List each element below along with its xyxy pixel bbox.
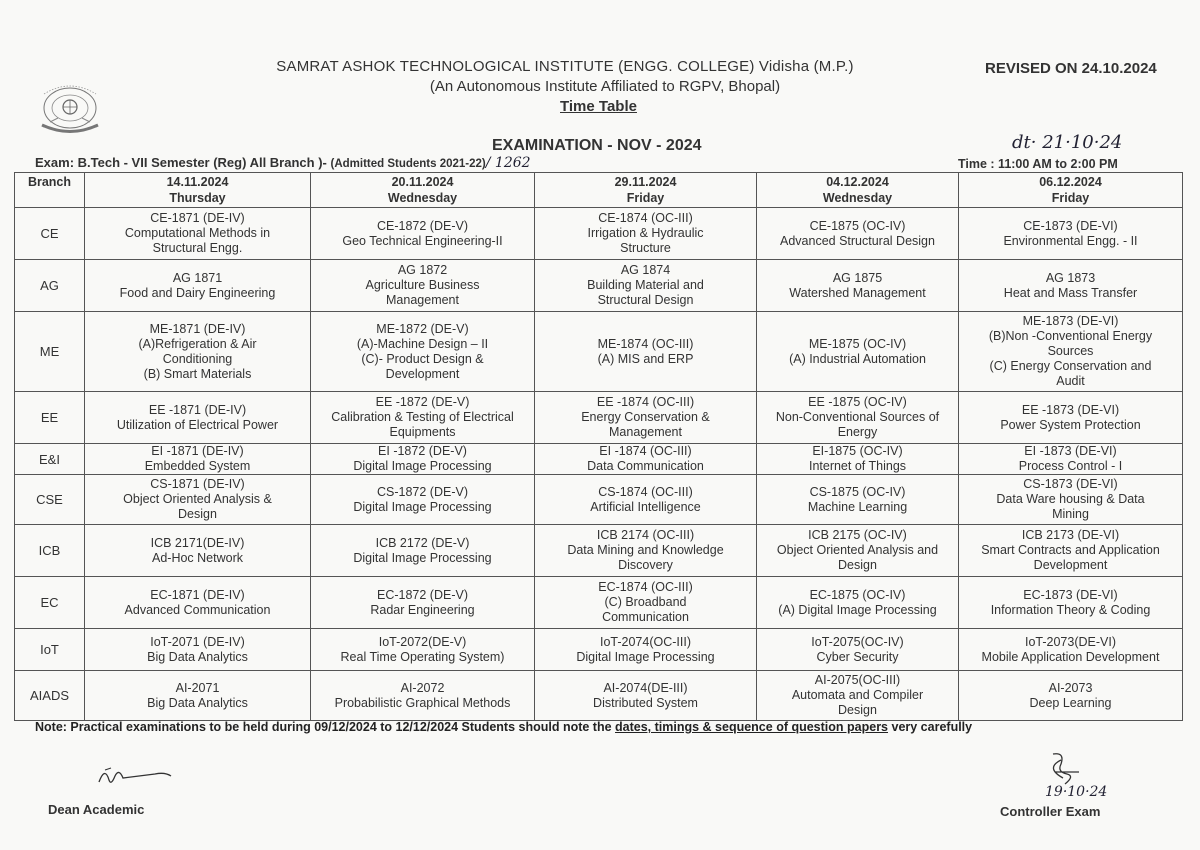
subject-name: Process Control - I: [1018, 459, 1123, 473]
subject-name: Power System Protection: [1000, 417, 1141, 432]
subject-name: Digital Image Processing: [353, 499, 492, 514]
subject-code: CS-1871 (DE-IV): [150, 477, 245, 491]
branch-header: Branch: [15, 173, 85, 208]
subject-name: Real Time Operating System): [340, 649, 505, 664]
branch-cell: AG: [15, 260, 85, 312]
subject-cell: [85, 525, 311, 577]
subject-code: CS-1873 (DE-VI): [1023, 477, 1118, 491]
table-row: [15, 260, 1183, 312]
subject-cell: [959, 629, 1183, 671]
subject-name: Calibration & Testing of Electrical: [331, 410, 514, 424]
handwritten-date: dt· 21·10·24: [1012, 132, 1123, 153]
subject-name: (C) Energy Conservation and: [989, 359, 1152, 373]
table-row: [15, 629, 1183, 671]
table-row: [15, 475, 1183, 525]
subject-code: IoT-2071 (DE-IV): [150, 634, 245, 649]
subject-cell: [959, 475, 1183, 525]
subject-cell: [85, 671, 311, 721]
date-col-header: 29.11.2024 Friday: [535, 173, 757, 208]
controller-exam: Controller Exam: [1000, 804, 1101, 819]
subject-cell: [311, 208, 535, 260]
subject-cell: [757, 671, 959, 721]
subject-code: ICB 2175 (OC-IV): [808, 528, 907, 542]
subject-code: AI-2075(OC-III): [814, 673, 901, 687]
subject-cell: [535, 208, 757, 260]
branch-cell: EE: [15, 392, 85, 444]
dean-signature: [95, 762, 175, 797]
subject-name: Advanced Communication: [124, 602, 271, 617]
subject-name: Utilization of Electrical Power: [116, 417, 279, 432]
subject-cell: [959, 671, 1183, 721]
subject-name: Object Oriented Analysis &: [123, 492, 272, 506]
subject-cell: [311, 525, 535, 577]
subject-name: Agriculture Business: [365, 278, 480, 292]
subject-name: Geo Technical Engineering-II: [342, 233, 503, 248]
admitted-students: (Admitted Students 2021-22): [330, 158, 486, 170]
subject-cell: [311, 260, 535, 312]
table-row: [15, 208, 1183, 260]
subject-cell: [85, 312, 311, 392]
branch-cell: IoT: [15, 629, 85, 671]
subject-name: Discovery: [618, 558, 673, 572]
subject-cell: [535, 392, 757, 444]
subject-name: Structural Engg.: [152, 241, 243, 255]
subject-code: AI-2074(DE-III): [603, 680, 688, 695]
subject-name: Data Communication: [587, 459, 704, 473]
subject-cell: [311, 444, 535, 475]
subject-code: EE -1874 (OC-III): [596, 395, 695, 409]
subject-code: AI-2071: [175, 680, 220, 695]
timetable: [14, 172, 1183, 721]
subject-name: Digital Image Processing: [576, 649, 715, 664]
subject-name: Design: [838, 703, 877, 717]
subject-code: CS-1874 (OC-III): [598, 484, 693, 499]
subject-cell: [757, 208, 959, 260]
subject-name: Design: [178, 507, 217, 521]
subject-name: Non-Conventional Sources of: [775, 410, 940, 424]
subject-name: Distributed System: [593, 695, 698, 710]
branch-cell: E&I: [15, 444, 85, 475]
subject-name: Artificial Intelligence: [590, 499, 701, 514]
subject-name: Communication: [602, 610, 689, 624]
subject-cell: [311, 475, 535, 525]
subject-code: EC-1872 (DE-V): [377, 587, 468, 602]
subject-cell: [85, 260, 311, 312]
subject-name: Big Data Analytics: [147, 695, 248, 710]
handwritten-ref: / 1262: [485, 155, 531, 171]
subject-cell: [535, 260, 757, 312]
subject-name: Big Data Analytics: [147, 649, 248, 664]
note-suffix: very carefully: [888, 720, 973, 734]
subject-name: Design: [838, 558, 877, 572]
subject-code: ICB 2172 (DE-V): [375, 535, 470, 550]
subject-name: Environmental Engg. - II: [1003, 233, 1138, 248]
subject-cell: [85, 444, 311, 475]
subject-name: Automata and Compiler: [791, 688, 924, 702]
subject-cell: [959, 208, 1183, 260]
subject-cell: [757, 260, 959, 312]
subject-cell: [757, 525, 959, 577]
subject-cell: [757, 629, 959, 671]
subject-name: (A) Industrial Automation: [789, 351, 926, 366]
subject-code: EI-1875 (OC-IV): [812, 444, 903, 458]
note-underlined: dates, timings & sequence of question papers: [615, 720, 889, 734]
subject-name: Information Theory & Coding: [990, 602, 1151, 617]
subject-cell: [85, 208, 311, 260]
subject-cell: [535, 475, 757, 525]
subject-cell: [85, 392, 311, 444]
subject-code: AG 1874: [620, 263, 671, 277]
subject-name: Structure: [620, 241, 671, 255]
subject-code: AG 1875: [832, 270, 883, 285]
exam-info-text: Exam: B.Tech - VII Semester (Reg) All Branch )-: [35, 155, 327, 170]
subject-cell: [959, 444, 1183, 475]
subject-name: Radar Engineering: [370, 602, 475, 617]
subject-code: AI-2072: [400, 680, 445, 695]
subject-name: Energy: [837, 425, 878, 439]
subject-name: (C) Broadband: [604, 595, 687, 609]
subject-name: Mobile Application Development: [981, 649, 1160, 664]
branch-cell: AIADS: [15, 671, 85, 721]
subject-name: Deep Learning: [1029, 695, 1112, 710]
subject-code: AG 1872: [397, 263, 448, 277]
subject-code: AG 1871: [172, 270, 223, 285]
subject-name: Irrigation & Hydraulic: [587, 226, 704, 240]
subject-name: Sources: [1047, 344, 1094, 358]
subject-code: ME-1875 (OC-IV): [808, 336, 907, 351]
subject-name: (A)-Machine Design – II: [356, 336, 489, 351]
subject-name: Machine Learning: [807, 499, 908, 514]
exam-title: EXAMINATION - NOV - 2024: [492, 137, 702, 154]
subject-name: Mining: [1052, 507, 1089, 521]
subject-name: Building Material and: [587, 278, 704, 292]
date-col-header: 14.11.2024 Thursday: [85, 173, 311, 208]
subject-code: IoT-2074(OC-III): [600, 634, 691, 649]
subject-code: EI -1872 (DE-V): [378, 444, 467, 458]
subject-cell: [757, 444, 959, 475]
subject-name: Audit: [1056, 374, 1085, 388]
subject-code: CS-1875 (OC-IV): [809, 484, 906, 499]
subject-code: CE-1874 (OC-III): [598, 211, 693, 225]
subject-code: ICB 2174 (OC-III): [596, 528, 695, 542]
subject-name: (B) Smart Materials: [143, 366, 252, 381]
subject-name: Energy Conservation &: [581, 410, 710, 424]
subject-name: Ad-Hoc Network: [152, 550, 243, 565]
subject-cell: [535, 577, 757, 629]
subject-code: EC-1874 (OC-III): [598, 580, 693, 594]
subject-code: AG 1873: [1045, 270, 1096, 285]
table-row: [15, 312, 1183, 392]
subject-name: Digital Image Processing: [353, 550, 492, 565]
subject-code: EI -1873 (DE-VI): [1024, 444, 1117, 458]
branch-cell: EC: [15, 577, 85, 629]
subject-code: AI-2073: [1048, 680, 1093, 695]
subject-name: Equipments: [389, 425, 456, 439]
subject-cell: [311, 629, 535, 671]
date-col-header: 06.12.2024 Friday: [959, 173, 1183, 208]
subject-cell: [757, 312, 959, 392]
subject-cell: [311, 671, 535, 721]
note-prefix: Note: Practical examinations to be held during 09/12/2024 to 12/12/2024 Students should note the: [35, 720, 616, 734]
branch-cell: ICB: [15, 525, 85, 577]
subject-name: Management: [386, 293, 459, 307]
subject-name: Computational Methods in: [124, 226, 271, 240]
subject-name: (A) Digital Image Processing: [778, 602, 937, 617]
subject-name: Watershed Management: [789, 285, 926, 300]
subject-cell: [535, 444, 757, 475]
subject-name: Probabilistic Graphical Methods: [334, 695, 511, 710]
subject-cell: [959, 312, 1183, 392]
subject-code: ME-1872 (DE-V): [376, 321, 469, 336]
subject-cell: [959, 577, 1183, 629]
subject-code: ME-1873 (DE-VI): [1022, 314, 1119, 328]
subject-code: EE -1871 (DE-IV): [148, 402, 247, 417]
subject-code: EC-1871 (DE-IV): [150, 587, 245, 602]
subject-code: EI -1874 (OC-III): [599, 444, 692, 458]
subject-code: EE -1873 (DE-VI): [1021, 402, 1120, 417]
date-col-header: 20.11.2024 Wednesday: [311, 173, 535, 208]
subject-name: Object Oriented Analysis and: [776, 543, 939, 557]
subject-code: CS-1872 (DE-V): [377, 484, 468, 499]
subject-name: (A) MIS and ERP: [597, 351, 694, 366]
subject-code: EE -1875 (OC-IV): [808, 395, 907, 409]
table-row: [15, 577, 1183, 629]
subject-name: Data Mining and Knowledge: [567, 543, 724, 557]
subject-cell: [959, 525, 1183, 577]
subject-cell: [959, 260, 1183, 312]
affiliation: (An Autonomous Institute Affiliated to RGPV, Bhopal): [429, 78, 781, 95]
subject-code: IoT-2073(DE-VI): [1024, 634, 1116, 649]
subject-code: CE-1873 (DE-VI): [1023, 218, 1118, 233]
subject-cell: [535, 671, 757, 721]
exam-info: [35, 155, 531, 171]
subject-cell: [85, 577, 311, 629]
subject-code: CE-1871 (DE-IV): [150, 211, 245, 225]
subject-cell: [535, 525, 757, 577]
doc-title: Time Table: [560, 98, 637, 115]
subject-cell: [85, 629, 311, 671]
subject-code: EC-1873 (DE-VI): [1023, 587, 1118, 602]
subject-cell: [757, 475, 959, 525]
branch-cell: CE: [15, 208, 85, 260]
table-row: [15, 671, 1183, 721]
subject-cell: [535, 629, 757, 671]
subject-name: Food and Dairy Engineering: [119, 285, 276, 300]
subject-cell: [757, 577, 959, 629]
subject-code: ICB 2171(DE-IV): [150, 535, 245, 550]
subject-code: ME-1871 (DE-IV): [149, 321, 246, 336]
table-row: [15, 525, 1183, 577]
subject-code: ME-1874 (OC-III): [597, 336, 694, 351]
subject-code: CE-1875 (OC-IV): [809, 218, 906, 233]
institute-name: SAMRAT ASHOK TECHNOLOGICAL INSTITUTE (ENGG. COLLEGE) Vidisha (M.P.): [276, 58, 854, 75]
subject-name: Advanced Structural Design: [780, 233, 935, 248]
subject-name: (C)- Product Design &: [361, 351, 484, 366]
subject-name: Conditioning: [162, 351, 233, 366]
subject-name: Internet of Things: [808, 459, 907, 473]
subject-cell: [85, 475, 311, 525]
institute-logo: [30, 80, 110, 140]
subject-name: Embedded System: [144, 459, 251, 473]
table-row: [15, 444, 1183, 475]
subject-cell: [311, 577, 535, 629]
subject-name: Data Ware housing & Data: [996, 492, 1145, 506]
branch-cell: CSE: [15, 475, 85, 525]
subject-code: EC-1875 (OC-IV): [809, 587, 906, 602]
subject-cell: [757, 392, 959, 444]
subject-name: Development: [385, 366, 460, 381]
subject-cell: [311, 312, 535, 392]
dean-academic: Dean Academic: [48, 802, 145, 817]
note: [35, 720, 972, 734]
subject-code: ICB 2173 (DE-VI): [1021, 528, 1120, 542]
subject-code: CE-1872 (DE-V): [377, 218, 468, 233]
subject-code: IoT-2072(DE-V): [378, 634, 467, 649]
subject-name: Structural Design: [597, 293, 694, 307]
subject-cell: [535, 312, 757, 392]
revised-date: REVISED ON 24.10.2024: [985, 60, 1157, 77]
branch-cell: ME: [15, 312, 85, 392]
subject-cell: [959, 392, 1183, 444]
subject-name: Development: [1033, 558, 1108, 572]
subject-name: (A)Refrigeration & Air: [138, 336, 257, 351]
date-col-header: 04.12.2024 Wednesday: [757, 173, 959, 208]
subject-name: Heat and Mass Transfer: [1003, 285, 1138, 300]
subject-code: EI -1871 (DE-IV): [151, 444, 244, 458]
header-row: [15, 173, 1183, 208]
subject-name: Digital Image Processing: [353, 459, 492, 473]
subject-code: IoT-2075(OC-IV): [811, 634, 904, 649]
subject-name: (B)Non -Conventional Energy: [988, 329, 1153, 343]
subject-name: Smart Contracts and Application: [981, 543, 1160, 557]
subject-name: Management: [609, 425, 682, 439]
table-row: [15, 392, 1183, 444]
controller-sig-date: 19·10·24: [1045, 784, 1108, 800]
subject-name: Cyber Security: [816, 649, 899, 664]
exam-time: Time : 11:00 AM to 2:00 PM: [958, 157, 1118, 171]
subject-cell: [311, 392, 535, 444]
subject-code: EE -1872 (DE-V): [375, 395, 470, 409]
